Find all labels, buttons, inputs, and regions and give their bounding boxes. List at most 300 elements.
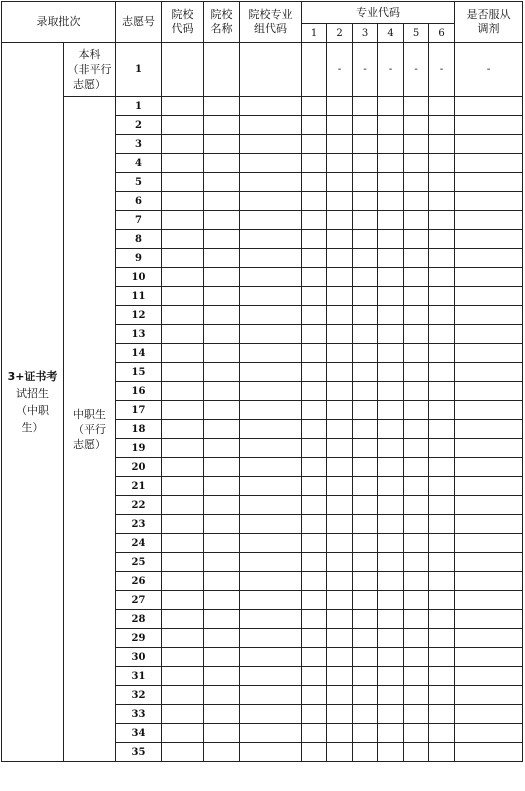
school-name-cell[interactable] [204, 667, 240, 686]
major-3-cell[interactable] [353, 610, 378, 629]
major-4-cell[interactable] [378, 211, 404, 230]
major-3-cell[interactable] [353, 268, 378, 287]
major-4-cell[interactable] [378, 439, 404, 458]
major-1-cell[interactable] [302, 743, 327, 762]
major-3-cell[interactable] [353, 211, 378, 230]
major-1-cell[interactable] [302, 534, 327, 553]
adjust-cell[interactable] [455, 572, 523, 591]
school-name-cell[interactable] [204, 382, 240, 401]
major-2-cell[interactable] [327, 610, 353, 629]
school-code-cell[interactable] [162, 173, 204, 192]
school-name-cell[interactable] [204, 534, 240, 553]
group-code-cell[interactable] [240, 382, 302, 401]
group-code-cell[interactable] [240, 192, 302, 211]
major-3-cell[interactable] [353, 230, 378, 249]
major-3-cell[interactable] [353, 648, 378, 667]
major-1-cell[interactable] [302, 154, 327, 173]
major-6-cell[interactable] [429, 534, 455, 553]
school-code-cell[interactable] [162, 705, 204, 724]
adjust-cell[interactable] [455, 344, 523, 363]
school-name-cell[interactable] [204, 306, 240, 325]
adjust-cell[interactable] [455, 230, 523, 249]
major-5-cell[interactable] [404, 230, 429, 249]
major-6-cell[interactable] [429, 610, 455, 629]
major-6-cell[interactable] [429, 629, 455, 648]
major-1-cell[interactable] [302, 249, 327, 268]
group-code-cell[interactable] [240, 458, 302, 477]
school-code-cell[interactable] [162, 306, 204, 325]
adjust-cell[interactable] [455, 154, 523, 173]
major-1-cell[interactable] [302, 173, 327, 192]
group-code-cell[interactable] [240, 363, 302, 382]
major-5-cell[interactable] [404, 325, 429, 344]
major-4-cell[interactable] [378, 610, 404, 629]
major-6-cell[interactable] [429, 230, 455, 249]
major-5-cell[interactable] [404, 534, 429, 553]
major-4-cell[interactable] [378, 496, 404, 515]
major-2-cell[interactable] [327, 496, 353, 515]
major-3-cell[interactable] [353, 686, 378, 705]
major-1-cell[interactable] [302, 116, 327, 135]
school-name-cell[interactable] [204, 249, 240, 268]
major-1-cell[interactable] [302, 135, 327, 154]
major-4-cell[interactable] [378, 173, 404, 192]
major-5-cell[interactable] [404, 743, 429, 762]
major-2-cell[interactable] [327, 705, 353, 724]
major-4-cell[interactable] [378, 116, 404, 135]
school-code-cell[interactable] [162, 496, 204, 515]
major-1-cell[interactable] [302, 325, 327, 344]
major-3-cell[interactable] [353, 306, 378, 325]
major-3-cell[interactable] [353, 325, 378, 344]
major-3-cell[interactable] [353, 743, 378, 762]
major-3-cell[interactable] [353, 667, 378, 686]
major-6-cell[interactable] [429, 211, 455, 230]
group-code-cell[interactable] [240, 743, 302, 762]
major-4-cell[interactable] [378, 477, 404, 496]
school-name-cell[interactable] [204, 401, 240, 420]
school-code-cell[interactable] [162, 325, 204, 344]
group-code-cell[interactable] [240, 268, 302, 287]
school-name-cell[interactable] [204, 192, 240, 211]
major-4-cell[interactable] [378, 420, 404, 439]
school-code-cell[interactable] [162, 515, 204, 534]
school-name-cell[interactable] [204, 743, 240, 762]
school-code-cell[interactable] [162, 439, 204, 458]
adjust-cell[interactable] [455, 401, 523, 420]
major-2-cell[interactable] [327, 420, 353, 439]
school-name-cell[interactable] [204, 211, 240, 230]
major-2-cell[interactable] [327, 135, 353, 154]
major-3-cell[interactable] [353, 724, 378, 743]
major-5-cell[interactable] [404, 686, 429, 705]
undergrad-major-3-cell[interactable]: - [353, 43, 378, 97]
school-code-cell[interactable] [162, 420, 204, 439]
major-1-cell[interactable] [302, 420, 327, 439]
major-6-cell[interactable] [429, 515, 455, 534]
major-3-cell[interactable] [353, 572, 378, 591]
major-1-cell[interactable] [302, 97, 327, 116]
school-name-cell[interactable] [204, 135, 240, 154]
adjust-cell[interactable] [455, 591, 523, 610]
major-4-cell[interactable] [378, 591, 404, 610]
major-1-cell[interactable] [302, 211, 327, 230]
school-code-cell[interactable] [162, 154, 204, 173]
major-5-cell[interactable] [404, 724, 429, 743]
major-6-cell[interactable] [429, 705, 455, 724]
major-5-cell[interactable] [404, 192, 429, 211]
major-3-cell[interactable] [353, 705, 378, 724]
major-2-cell[interactable] [327, 572, 353, 591]
undergrad-major-1-cell[interactable] [302, 43, 327, 97]
major-1-cell[interactable] [302, 553, 327, 572]
major-4-cell[interactable] [378, 458, 404, 477]
major-3-cell[interactable] [353, 553, 378, 572]
school-code-cell[interactable] [162, 287, 204, 306]
major-3-cell[interactable] [353, 439, 378, 458]
school-code-cell[interactable] [162, 477, 204, 496]
major-4-cell[interactable] [378, 515, 404, 534]
group-code-cell[interactable] [240, 553, 302, 572]
major-5-cell[interactable] [404, 667, 429, 686]
school-name-cell[interactable] [204, 268, 240, 287]
school-code-cell[interactable] [162, 382, 204, 401]
major-3-cell[interactable] [353, 192, 378, 211]
major-6-cell[interactable] [429, 648, 455, 667]
group-code-cell[interactable] [240, 97, 302, 116]
major-6-cell[interactable] [429, 477, 455, 496]
group-code-cell[interactable] [240, 610, 302, 629]
group-code-cell[interactable] [240, 135, 302, 154]
adjust-cell[interactable] [455, 534, 523, 553]
major-2-cell[interactable] [327, 743, 353, 762]
major-3-cell[interactable] [353, 344, 378, 363]
major-6-cell[interactable] [429, 173, 455, 192]
adjust-cell[interactable] [455, 97, 523, 116]
major-4-cell[interactable] [378, 572, 404, 591]
school-name-cell[interactable] [204, 724, 240, 743]
major-5-cell[interactable] [404, 97, 429, 116]
school-code-cell[interactable] [162, 363, 204, 382]
school-code-cell[interactable] [162, 249, 204, 268]
major-5-cell[interactable] [404, 401, 429, 420]
adjust-cell[interactable] [455, 211, 523, 230]
school-code-cell[interactable] [162, 211, 204, 230]
major-4-cell[interactable] [378, 154, 404, 173]
major-2-cell[interactable] [327, 667, 353, 686]
adjust-cell[interactable] [455, 249, 523, 268]
undergrad-group-code-cell[interactable] [240, 43, 302, 97]
major-2-cell[interactable] [327, 230, 353, 249]
school-name-cell[interactable] [204, 173, 240, 192]
school-name-cell[interactable] [204, 591, 240, 610]
group-code-cell[interactable] [240, 705, 302, 724]
adjust-cell[interactable] [455, 648, 523, 667]
major-4-cell[interactable] [378, 534, 404, 553]
major-3-cell[interactable] [353, 154, 378, 173]
major-4-cell[interactable] [378, 724, 404, 743]
school-name-cell[interactable] [204, 230, 240, 249]
major-2-cell[interactable] [327, 648, 353, 667]
group-code-cell[interactable] [240, 534, 302, 553]
school-name-cell[interactable] [204, 515, 240, 534]
major-4-cell[interactable] [378, 230, 404, 249]
major-4-cell[interactable] [378, 382, 404, 401]
group-code-cell[interactable] [240, 154, 302, 173]
major-1-cell[interactable] [302, 591, 327, 610]
major-5-cell[interactable] [404, 135, 429, 154]
major-1-cell[interactable] [302, 496, 327, 515]
major-5-cell[interactable] [404, 610, 429, 629]
school-code-cell[interactable] [162, 230, 204, 249]
major-4-cell[interactable] [378, 705, 404, 724]
major-5-cell[interactable] [404, 477, 429, 496]
school-name-cell[interactable] [204, 553, 240, 572]
school-code-cell[interactable] [162, 534, 204, 553]
major-4-cell[interactable] [378, 249, 404, 268]
undergrad-major-4-cell[interactable]: - [378, 43, 404, 97]
group-code-cell[interactable] [240, 724, 302, 743]
school-code-cell[interactable] [162, 268, 204, 287]
undergrad-school-name-cell[interactable] [204, 43, 240, 97]
major-4-cell[interactable] [378, 325, 404, 344]
major-1-cell[interactable] [302, 401, 327, 420]
major-3-cell[interactable] [353, 382, 378, 401]
adjust-cell[interactable] [455, 287, 523, 306]
school-name-cell[interactable] [204, 287, 240, 306]
major-1-cell[interactable] [302, 477, 327, 496]
major-4-cell[interactable] [378, 743, 404, 762]
group-code-cell[interactable] [240, 667, 302, 686]
major-3-cell[interactable] [353, 135, 378, 154]
major-6-cell[interactable] [429, 401, 455, 420]
major-1-cell[interactable] [302, 610, 327, 629]
major-1-cell[interactable] [302, 439, 327, 458]
group-code-cell[interactable] [240, 211, 302, 230]
major-3-cell[interactable] [353, 458, 378, 477]
major-6-cell[interactable] [429, 572, 455, 591]
major-6-cell[interactable] [429, 135, 455, 154]
major-2-cell[interactable] [327, 724, 353, 743]
major-3-cell[interactable] [353, 591, 378, 610]
undergrad-major-2-cell[interactable]: - [327, 43, 353, 97]
adjust-cell[interactable] [455, 116, 523, 135]
major-2-cell[interactable] [327, 363, 353, 382]
school-name-cell[interactable] [204, 420, 240, 439]
major-4-cell[interactable] [378, 667, 404, 686]
school-name-cell[interactable] [204, 705, 240, 724]
group-code-cell[interactable] [240, 515, 302, 534]
school-name-cell[interactable] [204, 496, 240, 515]
school-code-cell[interactable] [162, 648, 204, 667]
adjust-cell[interactable] [455, 610, 523, 629]
major-2-cell[interactable] [327, 553, 353, 572]
school-name-cell[interactable] [204, 325, 240, 344]
school-name-cell[interactable] [204, 154, 240, 173]
school-code-cell[interactable] [162, 458, 204, 477]
major-6-cell[interactable] [429, 743, 455, 762]
major-1-cell[interactable] [302, 230, 327, 249]
major-5-cell[interactable] [404, 268, 429, 287]
school-code-cell[interactable] [162, 724, 204, 743]
school-code-cell[interactable] [162, 553, 204, 572]
major-6-cell[interactable] [429, 420, 455, 439]
adjust-cell[interactable] [455, 686, 523, 705]
major-2-cell[interactable] [327, 591, 353, 610]
major-6-cell[interactable] [429, 325, 455, 344]
adjust-cell[interactable] [455, 477, 523, 496]
school-name-cell[interactable] [204, 629, 240, 648]
adjust-cell[interactable] [455, 458, 523, 477]
major-5-cell[interactable] [404, 287, 429, 306]
major-6-cell[interactable] [429, 116, 455, 135]
major-3-cell[interactable] [353, 496, 378, 515]
major-5-cell[interactable] [404, 344, 429, 363]
major-4-cell[interactable] [378, 401, 404, 420]
undergrad-major-6-cell[interactable]: - [429, 43, 455, 97]
major-3-cell[interactable] [353, 629, 378, 648]
group-code-cell[interactable] [240, 306, 302, 325]
major-6-cell[interactable] [429, 344, 455, 363]
major-5-cell[interactable] [404, 116, 429, 135]
school-code-cell[interactable] [162, 610, 204, 629]
school-name-cell[interactable] [204, 116, 240, 135]
undergrad-school-code-cell[interactable] [162, 43, 204, 97]
major-2-cell[interactable] [327, 173, 353, 192]
major-4-cell[interactable] [378, 287, 404, 306]
major-2-cell[interactable] [327, 154, 353, 173]
adjust-cell[interactable] [455, 382, 523, 401]
school-code-cell[interactable] [162, 686, 204, 705]
major-4-cell[interactable] [378, 135, 404, 154]
major-3-cell[interactable] [353, 97, 378, 116]
major-6-cell[interactable] [429, 724, 455, 743]
school-name-cell[interactable] [204, 572, 240, 591]
major-3-cell[interactable] [353, 116, 378, 135]
major-3-cell[interactable] [353, 287, 378, 306]
adjust-cell[interactable] [455, 439, 523, 458]
major-3-cell[interactable] [353, 534, 378, 553]
school-code-cell[interactable] [162, 667, 204, 686]
adjust-cell[interactable] [455, 496, 523, 515]
adjust-cell[interactable] [455, 173, 523, 192]
major-1-cell[interactable] [302, 686, 327, 705]
major-6-cell[interactable] [429, 496, 455, 515]
major-5-cell[interactable] [404, 553, 429, 572]
major-1-cell[interactable] [302, 363, 327, 382]
major-4-cell[interactable] [378, 306, 404, 325]
major-1-cell[interactable] [302, 382, 327, 401]
school-code-cell[interactable] [162, 135, 204, 154]
adjust-cell[interactable] [455, 667, 523, 686]
adjust-cell[interactable] [455, 705, 523, 724]
major-5-cell[interactable] [404, 458, 429, 477]
adjust-cell[interactable] [455, 363, 523, 382]
major-5-cell[interactable] [404, 382, 429, 401]
major-6-cell[interactable] [429, 686, 455, 705]
major-2-cell[interactable] [327, 344, 353, 363]
school-code-cell[interactable] [162, 572, 204, 591]
adjust-cell[interactable] [455, 553, 523, 572]
school-name-cell[interactable] [204, 477, 240, 496]
major-2-cell[interactable] [327, 686, 353, 705]
school-name-cell[interactable] [204, 363, 240, 382]
major-6-cell[interactable] [429, 268, 455, 287]
major-1-cell[interactable] [302, 458, 327, 477]
major-6-cell[interactable] [429, 154, 455, 173]
major-4-cell[interactable] [378, 97, 404, 116]
major-4-cell[interactable] [378, 363, 404, 382]
major-3-cell[interactable] [353, 515, 378, 534]
major-1-cell[interactable] [302, 344, 327, 363]
group-code-cell[interactable] [240, 116, 302, 135]
school-code-cell[interactable] [162, 401, 204, 420]
major-6-cell[interactable] [429, 192, 455, 211]
major-1-cell[interactable] [302, 629, 327, 648]
major-1-cell[interactable] [302, 724, 327, 743]
major-5-cell[interactable] [404, 439, 429, 458]
school-code-cell[interactable] [162, 591, 204, 610]
group-code-cell[interactable] [240, 648, 302, 667]
adjust-cell[interactable] [455, 192, 523, 211]
major-2-cell[interactable] [327, 515, 353, 534]
major-2-cell[interactable] [327, 116, 353, 135]
major-6-cell[interactable] [429, 591, 455, 610]
major-3-cell[interactable] [353, 401, 378, 420]
school-code-cell[interactable] [162, 192, 204, 211]
school-code-cell[interactable] [162, 743, 204, 762]
major-2-cell[interactable] [327, 629, 353, 648]
major-2-cell[interactable] [327, 211, 353, 230]
major-2-cell[interactable] [327, 534, 353, 553]
group-code-cell[interactable] [240, 591, 302, 610]
group-code-cell[interactable] [240, 173, 302, 192]
school-name-cell[interactable] [204, 610, 240, 629]
school-name-cell[interactable] [204, 458, 240, 477]
major-4-cell[interactable] [378, 648, 404, 667]
major-2-cell[interactable] [327, 192, 353, 211]
major-5-cell[interactable] [404, 591, 429, 610]
major-1-cell[interactable] [302, 268, 327, 287]
major-5-cell[interactable] [404, 306, 429, 325]
school-name-cell[interactable] [204, 648, 240, 667]
school-name-cell[interactable] [204, 97, 240, 116]
adjust-cell[interactable] [455, 629, 523, 648]
group-code-cell[interactable] [240, 325, 302, 344]
undergrad-adjust-cell[interactable]: - [455, 43, 523, 97]
major-3-cell[interactable] [353, 249, 378, 268]
major-6-cell[interactable] [429, 458, 455, 477]
major-6-cell[interactable] [429, 363, 455, 382]
major-4-cell[interactable] [378, 553, 404, 572]
major-1-cell[interactable] [302, 667, 327, 686]
major-5-cell[interactable] [404, 211, 429, 230]
major-1-cell[interactable] [302, 572, 327, 591]
major-2-cell[interactable] [327, 249, 353, 268]
adjust-cell[interactable] [455, 135, 523, 154]
group-code-cell[interactable] [240, 496, 302, 515]
major-3-cell[interactable] [353, 173, 378, 192]
school-name-cell[interactable] [204, 439, 240, 458]
major-6-cell[interactable] [429, 439, 455, 458]
school-code-cell[interactable] [162, 629, 204, 648]
major-5-cell[interactable] [404, 515, 429, 534]
school-name-cell[interactable] [204, 344, 240, 363]
school-code-cell[interactable] [162, 344, 204, 363]
major-2-cell[interactable] [327, 458, 353, 477]
major-4-cell[interactable] [378, 686, 404, 705]
school-code-cell[interactable] [162, 116, 204, 135]
